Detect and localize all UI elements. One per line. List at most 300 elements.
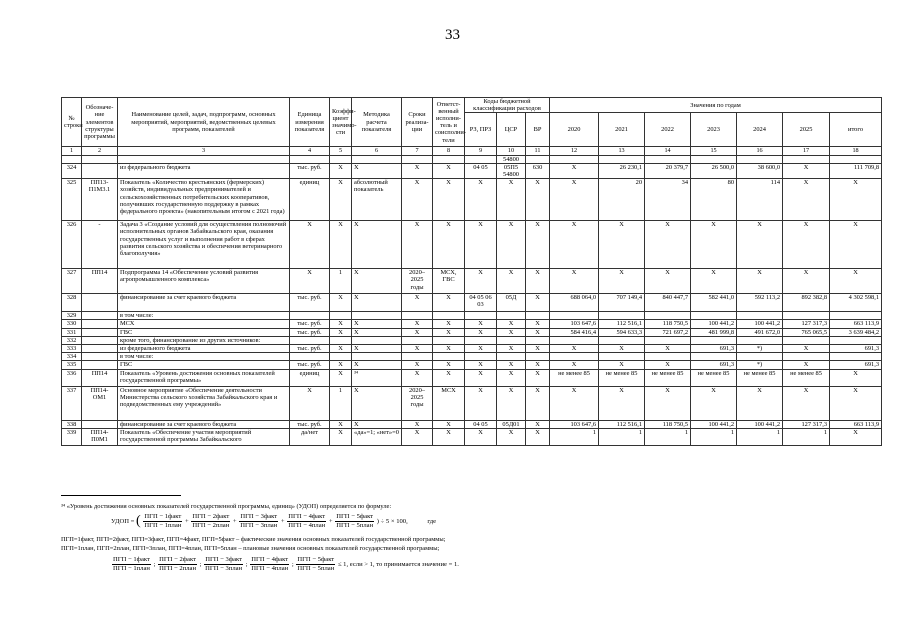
total-value-cell: 663 113,9 [830,320,882,328]
csr-cell: Х [497,269,526,294]
rz-cell [465,312,497,320]
row-number: 337 [62,386,82,420]
rz-cell [465,353,497,361]
condition-text: ≤ 1, если > 1, то принимается значение = 1. [337,561,459,569]
rz-cell: Х [465,428,497,445]
formula-lhs: УДОП = [111,518,135,526]
year-value-cell: 112 516,1 [599,420,645,428]
unit-cell: Х [290,386,330,420]
designation-cell [82,320,118,328]
fraction-numerator: ПГП − 1факт [113,556,150,563]
terms-cell [402,312,433,320]
designation-cell [82,328,118,336]
year-value-cell: Х [737,386,783,420]
fraction-numerator: ПГП − 4факт [288,513,326,520]
column-number: 4 [290,147,330,155]
designation-cell [82,353,118,361]
year-value-cell: 1 [737,428,783,445]
executor-cell: Х [433,294,465,312]
table-row [62,428,882,445]
total-value-cell: Х [830,179,882,221]
total-value-cell: Х [830,369,882,386]
table-row [62,155,882,163]
header-budget-codes: Коды бюджетной классификации расходов [465,98,550,113]
year-value-cell: 1 [550,428,599,445]
year-value-cell: 594 633,3 [599,328,645,336]
header-year: 2020 [550,113,599,147]
formula-operator: ; [151,561,158,569]
total-value-cell [830,312,882,320]
method-cell [352,155,402,163]
csr-cell: Х [497,345,526,353]
designation-cell [82,312,118,320]
csr-cell: Х [497,386,526,420]
footnote-fact-line: ПГП=1факт, ПГП=2факт, ПГП=3факт, ПГП=4факт, ПГП=5факт – фактические значения основных показателей государственной программы; [61,536,446,543]
unit-cell: единиц [290,369,330,386]
row-number: 326 [62,221,82,269]
column-number: 5 [330,147,352,155]
footnote [61,503,891,572]
column-number: 7 [402,147,433,155]
unit-cell: тыс. руб. [290,420,330,428]
formula-fraction [335,513,374,530]
table-row [62,420,882,428]
csr-cell: 54800 [497,155,526,163]
year-value-cell: Х [550,345,599,353]
table-row [62,386,882,420]
rz-cell: 04 05 [465,420,497,428]
executor-cell: Х [433,345,465,353]
year-value-cell: Х [691,386,737,420]
name-cell: финансирование за счет краевого бюджета [118,294,290,312]
year-value-cell: 1 [691,428,737,445]
header-executor: Ответст-венный исполни-тель и соисполни-тели [433,98,465,147]
method-cell [352,353,402,361]
year-value-cell: 127 317,3 [783,420,830,428]
year-value-cell: 80 [691,179,737,221]
unit-cell [290,336,330,344]
executor-cell: МСХ, ГВС [433,269,465,294]
formula-fraction [158,556,197,573]
year-value-cell: Х [550,269,599,294]
vr-cell: Х [526,328,550,336]
footnote-separator [61,495,181,496]
fraction-denominator: ПГП − 4план [288,522,326,529]
total-value-cell [830,353,882,361]
year-value-cell [550,336,599,344]
row-number: 324 [62,163,82,178]
rz-cell [465,155,497,163]
rz-cell: Х [465,320,497,328]
year-value-cell [691,312,737,320]
name-cell: из федерального бюджета [118,163,290,178]
year-value-cell: 118 750,5 [645,420,691,428]
year-value-cell [783,312,830,320]
terms-cell: Х [402,294,433,312]
executor-cell [433,353,465,361]
column-number: 6 [352,147,402,155]
name-cell: Показатель «Уровень достижения основных показателей государственной программы» [118,369,290,386]
terms-cell: 2020–2025 годы [402,269,433,294]
unit-cell: тыс. руб. [290,328,330,336]
year-value-cell: Х [599,386,645,420]
formula-operator: ; [244,561,250,569]
vr-cell: Х [526,386,550,420]
year-value-cell: Х [783,361,830,369]
header-num: № строки [62,98,82,147]
vr-cell: Х [526,428,550,445]
unit-cell: тыс. руб. [290,320,330,328]
designation-cell: - [82,221,118,269]
terms-cell: Х [402,163,433,178]
rz-cell: 04 05 06 03 [465,294,497,312]
vr-cell [526,312,550,320]
header-method: Методика расчета показателя [352,98,402,147]
total-value-cell: Х [830,221,882,269]
vr-cell: Х [526,320,550,328]
header-vr: ВР [526,113,550,147]
rz-cell: Х [465,369,497,386]
designation-cell [82,155,118,163]
row-number: 333 [62,345,82,353]
method-cell: Х [352,420,402,428]
year-value-cell: 114 [737,179,783,221]
unit-cell: тыс. руб. [290,163,330,178]
year-value-cell [550,155,599,163]
unit-cell: единиц [290,179,330,221]
csr-cell: Х [497,428,526,445]
column-number: 13 [599,147,645,155]
year-value-cell: 721 697,2 [645,328,691,336]
vr-cell: Х [526,294,550,312]
terms-cell: Х [402,361,433,369]
column-number: 9 [465,147,497,155]
csr-cell: Х [497,361,526,369]
vr-cell: Х [526,420,550,428]
total-value-cell: 691,3 [830,361,882,369]
year-value-cell [783,336,830,344]
header-designation: Обозначе-ние элементов структуры программы [82,98,118,147]
formula-fraction [112,556,151,573]
header-total: итого [830,113,882,147]
unit-cell: тыс. руб. [290,345,330,353]
rz-cell: Х [465,345,497,353]
year-value-cell: Х [783,179,830,221]
coefficient-cell: Х [330,179,352,221]
year-value-cell: Х [691,269,737,294]
year-value-cell: 127 317,3 [783,320,830,328]
vr-cell [526,353,550,361]
name-cell: Подпрограмма 14 «Обеспечение условий развития агропромышленного комплекса» [118,269,290,294]
fraction-denominator: ПГП − 4план [251,565,289,572]
formula-fraction [239,513,278,530]
total-value-cell: Х [830,428,882,445]
year-value-cell: *) [737,345,783,353]
name-cell: ГВС [118,328,290,336]
table-row [62,361,882,369]
year-value-cell: Х [645,221,691,269]
vr-cell: 630 [526,163,550,178]
fraction-numerator: ПГП − 5факт [297,556,335,563]
row-number [62,155,82,163]
coefficient-cell: Х [330,221,352,269]
coefficient-cell: Х [330,320,352,328]
name-cell: финансирование за счет краевого бюджета [118,420,290,428]
coefficient-cell: 1 [330,269,352,294]
name-cell: в том числе: [118,312,290,320]
name-cell: МСХ [118,320,290,328]
year-value-cell [783,353,830,361]
year-value-cell: Х [783,269,830,294]
row-number: 329 [62,312,82,320]
executor-cell: Х [433,221,465,269]
method-cell: абсолютный показатель [352,179,402,221]
year-value-cell: не менее 85 [550,369,599,386]
total-value-cell: 3 639 484,2 [830,328,882,336]
year-value-cell: 840 447,7 [645,294,691,312]
year-value-cell: 481 999,8 [691,328,737,336]
header-csr: ЦСР [497,113,526,147]
terms-cell: Х [402,328,433,336]
fraction-denominator: ПГП − 3план [240,522,278,529]
formula-tail: ) ÷ 5 × 100, [376,518,408,526]
csr-cell: Х [497,179,526,221]
year-value-cell: 582 441,0 [691,294,737,312]
year-value-cell: 765 065,5 [783,328,830,336]
name-cell: Основное мероприятие «Обеспечение деятельности Министерства сельского хозяйства Забайкальского края и подведомственных ему учреждений» [118,386,290,420]
executor-cell: Х [433,369,465,386]
table-row [62,312,882,320]
unit-cell [290,312,330,320]
method-cell: ³⁴ [352,369,402,386]
terms-cell [402,353,433,361]
year-value-cell [599,312,645,320]
vr-cell: Х [526,269,550,294]
designation-cell: ПП14 [82,369,118,386]
executor-cell: Х [433,163,465,178]
method-cell [352,336,402,344]
csr-cell: 05П5 54800 [497,163,526,178]
method-cell: Х [352,221,402,269]
executor-cell [433,155,465,163]
row-number: 325 [62,179,82,221]
coefficient-cell: Х [330,428,352,445]
formula-operator: + [183,518,191,526]
designation-cell [82,361,118,369]
year-value-cell: 1 [599,428,645,445]
method-cell: «да»=1; «нет»=0 [352,428,402,445]
year-value-cell: Х [783,386,830,420]
year-value-cell: Х [550,361,599,369]
unit-cell: Х [290,221,330,269]
header-year: 2024 [737,113,783,147]
csr-cell: Х [497,328,526,336]
coefficient-cell: Х [330,345,352,353]
executor-cell: Х [433,420,465,428]
fraction-numerator: ПГП − 5факт [336,513,374,520]
executor-cell: Х [433,320,465,328]
table-row [62,163,882,178]
name-cell: в том числе: [118,353,290,361]
executor-cell: МСХ [433,386,465,420]
year-value-cell [691,353,737,361]
footnote-plan-line: ПГП=1план, ПГП=2план, ПГП=3план, ПГП=4план, ПГП=5план – плановые значения основных показателей государственной программы; [61,545,440,552]
rz-cell [465,336,497,344]
fraction-numerator: ПГП − 3факт [205,556,243,563]
year-value-cell: Х [645,386,691,420]
name-cell: Показатель «Обеспечение участия мероприятий государственной программы Забайкальского [118,428,290,445]
fraction-numerator: ПГП − 1факт [144,513,182,520]
executor-cell: Х [433,328,465,336]
executor-cell: Х [433,428,465,445]
formula-fraction [296,556,335,573]
formula-operator: + [279,518,287,526]
vr-cell: Х [526,221,550,269]
rz-cell: Х [465,328,497,336]
executor-cell: Х [433,179,465,221]
fraction-numerator: ПГП − 3факт [240,513,278,520]
rz-cell: Х [465,386,497,420]
unit-cell: да/нет [290,428,330,445]
header-coef: Коэффи-циент значимо-сти [330,98,352,147]
csr-cell: Х [497,369,526,386]
fraction-numerator: ПГП − 4факт [251,556,289,563]
year-value-cell [645,336,691,344]
table-row [62,328,882,336]
column-number: 11 [526,147,550,155]
year-value-cell [691,155,737,163]
year-value-cell: Х [599,361,645,369]
designation-cell [82,163,118,178]
header-unit: Единица измерения показателя [290,98,330,147]
year-value-cell: 691,3 [691,361,737,369]
table-row [62,353,882,361]
column-number: 3 [118,147,290,155]
total-value-cell: 4 302 598,1 [830,294,882,312]
year-value-cell: 584 416,4 [550,328,599,336]
fraction-denominator: ПГП − 1план [144,522,182,529]
csr-cell [497,312,526,320]
formula-where: где [427,518,437,526]
row-number: 339 [62,428,82,445]
condition-fractions [111,556,336,572]
fraction-numerator: ПГП − 2факт [159,556,196,563]
year-value-cell [599,336,645,344]
year-value-cell: Х [645,269,691,294]
total-value-cell: Х [830,386,882,420]
year-value-cell: не менее 85 [691,369,737,386]
row-number: 327 [62,269,82,294]
year-value-cell: 20 379,7 [645,163,691,178]
formula-fraction [250,556,289,573]
unit-cell [290,353,330,361]
unit-cell: Х [290,269,330,294]
table-row [62,369,882,386]
year-value-cell: Х [691,221,737,269]
formula-operator: + [327,518,335,526]
terms-cell: Х [402,420,433,428]
designation-cell: ПП14-П0М1 [82,428,118,445]
header-rz: РЗ, ПРЗ [465,113,497,147]
designation-cell: ПП14-ОМ1 [82,386,118,420]
table-row [62,221,882,269]
method-cell: Х [352,345,402,353]
year-value-cell: не менее 85 [783,369,830,386]
fraction-numerator: ПГП − 2факт [192,513,230,520]
year-value-cell: 491 672,0 [737,328,783,336]
year-value-cell [550,353,599,361]
name-cell: Показатель «Количество крестьянских (фермерских) хозяйств, индивидуальных предпринимателей и сельскохозяйственных потребительских кооперативов, получивших государственную поддержку в рамках федерального проекта» (накопительным итогом с 2021 года) [118,179,290,221]
year-value-cell: Х [550,179,599,221]
csr-cell: Х [497,320,526,328]
year-value-cell: Х [599,221,645,269]
year-value-cell: 691,3 [691,345,737,353]
table-row [62,294,882,312]
row-number: 331 [62,328,82,336]
formula-operator: + [231,518,239,526]
method-cell: Х [352,386,402,420]
year-value-cell [645,312,691,320]
year-value-cell [645,155,691,163]
vr-cell: Х [526,345,550,353]
fraction-denominator: ПГП − 5план [336,522,374,529]
header-name: Наименование целей, задач, подпрограмм, основных мероприятий, мероприятий, ведомственных целевых программ, показателей [118,98,290,147]
executor-cell: Х [433,361,465,369]
year-value-cell: 592 113,2 [737,294,783,312]
year-value-cell: 1 [645,428,691,445]
coefficient-cell: Х [330,163,352,178]
coefficient-cell: Х [330,294,352,312]
column-number: 2 [82,147,118,155]
year-value-cell: 100 441,2 [691,320,737,328]
method-cell: Х [352,294,402,312]
rz-cell: Х [465,179,497,221]
designation-cell [82,345,118,353]
fraction-denominator: ПГП − 3план [205,565,243,572]
year-value-cell: *) [737,361,783,369]
name-cell: из федерального бюджета [118,345,290,353]
designation-cell [82,336,118,344]
year-value-cell [737,353,783,361]
csr-cell: Х [497,221,526,269]
condition-formula [111,556,459,573]
year-value-cell: 34 [645,179,691,221]
rz-cell: Х [465,269,497,294]
column-number: 10 [497,147,526,155]
row-number: 335 [62,361,82,369]
coefficient-cell: 1 [330,386,352,420]
column-number-row [62,147,882,155]
year-value-cell: 112 516,1 [599,320,645,328]
csr-cell: 05Д [497,294,526,312]
year-value-cell: Х [599,345,645,353]
total-value-cell: Х [830,269,882,294]
year-value-cell [599,155,645,163]
coefficient-cell: Х [330,420,352,428]
total-value-cell: 691,3 [830,345,882,353]
terms-cell [402,336,433,344]
vr-cell [526,336,550,344]
name-cell: кроме того, финансирование из других источников: [118,336,290,344]
designation-cell: ПП13-П1М3.1 [82,179,118,221]
year-value-cell: 38 600,0 [737,163,783,178]
unit-cell: тыс. руб. [290,361,330,369]
vr-cell [526,155,550,163]
year-value-cell: 103 647,6 [550,420,599,428]
vr-cell: Х [526,369,550,386]
row-number: 336 [62,369,82,386]
method-cell: Х [352,328,402,336]
